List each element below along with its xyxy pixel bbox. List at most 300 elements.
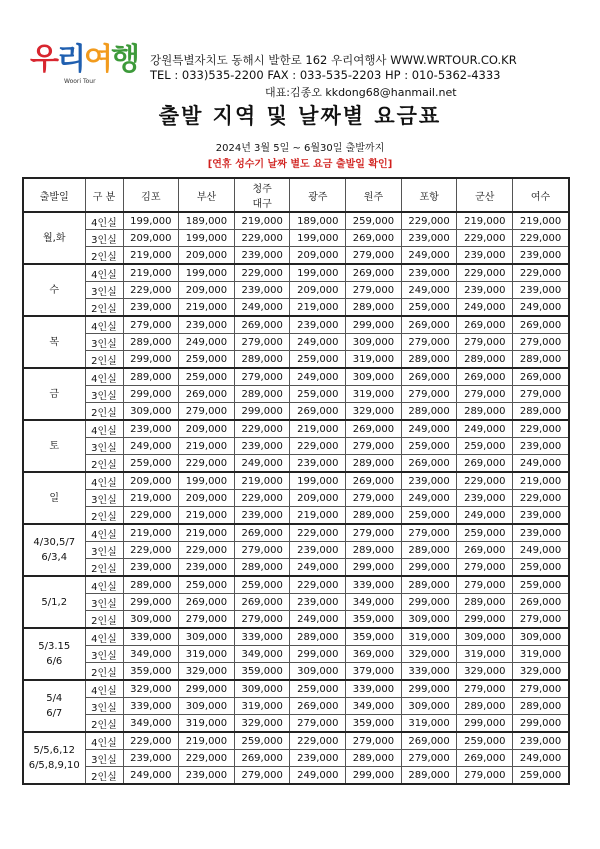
price-cell: 239,000 xyxy=(457,490,513,507)
price-cell: 219,000 xyxy=(179,524,235,542)
room-type-cell: 4인실 xyxy=(85,732,123,750)
price-cell: 289,000 xyxy=(457,403,513,421)
price-cell: 289,000 xyxy=(346,542,402,559)
departure-date-cell: 5/1,2 xyxy=(23,576,85,628)
room-type-cell: 3인실 xyxy=(85,646,123,663)
price-cell: 239,000 xyxy=(513,247,569,265)
price-cell: 339,000 xyxy=(346,576,402,594)
price-cell: 259,000 xyxy=(346,212,402,230)
price-cell: 259,000 xyxy=(290,680,346,698)
price-cell: 219,000 xyxy=(179,507,235,525)
price-cell: 219,000 xyxy=(179,438,235,455)
price-cell: 249,000 xyxy=(513,542,569,559)
price-cell: 319,000 xyxy=(457,646,513,663)
price-cell: 229,000 xyxy=(513,264,569,282)
price-cell: 219,000 xyxy=(513,212,569,230)
table-row xyxy=(23,576,569,594)
price-cell: 339,000 xyxy=(123,628,179,646)
peak-season-notice: [연휴 성수기 날짜 별도 요금 출발일 확인] xyxy=(207,159,393,170)
logo-char-4: 행 xyxy=(110,42,138,77)
company-logo xyxy=(30,40,140,90)
price-cell: 289,000 xyxy=(123,368,179,386)
price-cell: 279,000 xyxy=(401,524,457,542)
departure-date-cell: 목 xyxy=(23,316,85,368)
departure-date-cell: 일 xyxy=(23,472,85,524)
price-cell: 319,000 xyxy=(179,646,235,663)
price-cell: 249,000 xyxy=(401,490,457,507)
room-type-cell: 2인실 xyxy=(85,559,123,577)
price-cell: 239,000 xyxy=(123,299,179,317)
price-cell: 239,000 xyxy=(513,524,569,542)
room-type-cell: 3인실 xyxy=(85,490,123,507)
price-cell: 219,000 xyxy=(123,490,179,507)
table-row xyxy=(23,559,569,577)
company-representative: 대표:김종오 kkdong68@hanmail.net xyxy=(265,86,457,99)
price-cell: 289,000 xyxy=(457,351,513,369)
price-cell: 239,000 xyxy=(513,732,569,750)
price-cell: 249,000 xyxy=(290,368,346,386)
price-cell: 199,000 xyxy=(179,230,235,247)
price-cell: 299,000 xyxy=(123,351,179,369)
price-cell: 309,000 xyxy=(457,628,513,646)
price-cell: 279,000 xyxy=(346,247,402,265)
column-header: 여수 xyxy=(513,178,569,212)
price-cell: 239,000 xyxy=(401,472,457,490)
price-cell: 309,000 xyxy=(513,628,569,646)
price-cell: 309,000 xyxy=(179,698,235,715)
table-row xyxy=(23,680,569,698)
price-cell: 229,000 xyxy=(234,420,290,438)
price-cell: 299,000 xyxy=(123,594,179,611)
price-cell: 259,000 xyxy=(401,299,457,317)
price-cell: 249,000 xyxy=(457,420,513,438)
price-cell: 259,000 xyxy=(513,767,569,785)
price-cell: 339,000 xyxy=(346,680,402,698)
table-row xyxy=(23,732,569,750)
price-cell: 269,000 xyxy=(179,386,235,403)
price-cell: 239,000 xyxy=(179,316,235,334)
price-cell: 259,000 xyxy=(401,438,457,455)
price-cell: 269,000 xyxy=(457,316,513,334)
room-type-cell: 2인실 xyxy=(85,403,123,421)
price-cell: 279,000 xyxy=(179,611,235,629)
price-cell: 219,000 xyxy=(290,507,346,525)
price-cell: 299,000 xyxy=(401,559,457,577)
room-type-cell: 4인실 xyxy=(85,628,123,646)
price-cell: 229,000 xyxy=(513,490,569,507)
price-cell: 269,000 xyxy=(513,368,569,386)
price-cell: 299,000 xyxy=(401,680,457,698)
room-type-cell: 3인실 xyxy=(85,698,123,715)
price-cell: 269,000 xyxy=(401,316,457,334)
price-cell: 219,000 xyxy=(513,472,569,490)
price-cell: 279,000 xyxy=(513,386,569,403)
table-row xyxy=(23,230,569,247)
price-cell: 199,000 xyxy=(123,212,179,230)
price-cell: 279,000 xyxy=(401,334,457,351)
price-cell: 259,000 xyxy=(513,559,569,577)
price-cell: 249,000 xyxy=(123,767,179,785)
price-cell: 289,000 xyxy=(346,750,402,767)
fare-table xyxy=(22,177,570,785)
room-type-cell: 3인실 xyxy=(85,750,123,767)
price-cell: 209,000 xyxy=(179,247,235,265)
table-row xyxy=(23,438,569,455)
price-cell: 299,000 xyxy=(401,594,457,611)
price-cell: 219,000 xyxy=(234,212,290,230)
table-row xyxy=(23,264,569,282)
price-cell: 279,000 xyxy=(457,334,513,351)
table-row xyxy=(23,698,569,715)
price-cell: 229,000 xyxy=(179,750,235,767)
price-cell: 299,000 xyxy=(346,316,402,334)
price-cell: 229,000 xyxy=(123,542,179,559)
price-cell: 289,000 xyxy=(457,594,513,611)
price-cell: 259,000 xyxy=(513,576,569,594)
price-cell: 269,000 xyxy=(179,594,235,611)
price-cell: 229,000 xyxy=(290,438,346,455)
price-cell: 269,000 xyxy=(513,594,569,611)
room-type-cell: 2인실 xyxy=(85,715,123,733)
price-cell: 249,000 xyxy=(401,247,457,265)
table-row xyxy=(23,403,569,421)
price-cell: 269,000 xyxy=(513,316,569,334)
price-cell: 279,000 xyxy=(290,715,346,733)
column-header: 포항 xyxy=(401,178,457,212)
price-cell: 329,000 xyxy=(401,646,457,663)
price-cell: 289,000 xyxy=(234,351,290,369)
table-row xyxy=(23,282,569,299)
table-row xyxy=(23,628,569,646)
price-cell: 319,000 xyxy=(346,386,402,403)
table-row xyxy=(23,767,569,785)
room-type-cell: 4인실 xyxy=(85,524,123,542)
price-cell: 319,000 xyxy=(401,715,457,733)
price-cell: 279,000 xyxy=(457,680,513,698)
table-row xyxy=(23,646,569,663)
room-type-cell: 4인실 xyxy=(85,212,123,230)
price-cell: 219,000 xyxy=(234,472,290,490)
logo-char-2: 리 xyxy=(56,42,84,77)
departure-date-cell: 5/4 6/7 xyxy=(23,680,85,732)
column-header: 김포 xyxy=(123,178,179,212)
price-cell: 359,000 xyxy=(123,663,179,681)
price-cell: 249,000 xyxy=(290,767,346,785)
price-cell: 239,000 xyxy=(457,247,513,265)
price-cell: 249,000 xyxy=(179,334,235,351)
price-cell: 279,000 xyxy=(234,767,290,785)
departure-date-cell: 5/3.15 6/6 xyxy=(23,628,85,680)
price-cell: 279,000 xyxy=(513,334,569,351)
price-cell: 239,000 xyxy=(123,750,179,767)
price-cell: 239,000 xyxy=(513,282,569,299)
price-cell: 259,000 xyxy=(179,368,235,386)
room-type-cell: 4인실 xyxy=(85,316,123,334)
price-cell: 209,000 xyxy=(123,472,179,490)
room-type-cell: 3인실 xyxy=(85,334,123,351)
price-cell: 309,000 xyxy=(123,403,179,421)
valid-period: 2024년 3월 5일 ~ 6월30일 출발까지 xyxy=(215,143,385,154)
price-cell: 259,000 xyxy=(179,576,235,594)
room-type-cell: 3인실 xyxy=(85,594,123,611)
table-row xyxy=(23,472,569,490)
price-cell: 269,000 xyxy=(346,230,402,247)
price-cell: 229,000 xyxy=(290,524,346,542)
price-cell: 229,000 xyxy=(179,542,235,559)
price-cell: 329,000 xyxy=(123,680,179,698)
price-cell: 289,000 xyxy=(401,542,457,559)
room-type-cell: 3인실 xyxy=(85,282,123,299)
price-cell: 309,000 xyxy=(234,680,290,698)
company-contact: TEL : 033)535-2200 FAX : 033-535-2203 HP : 010-5362-4333 xyxy=(150,68,501,82)
departure-date-cell: 5/5,6,12 6/5,8,9,10 xyxy=(23,732,85,784)
price-cell: 279,000 xyxy=(457,559,513,577)
price-cell: 219,000 xyxy=(123,247,179,265)
price-cell: 349,000 xyxy=(123,646,179,663)
price-cell: 289,000 xyxy=(401,576,457,594)
price-cell: 219,000 xyxy=(290,299,346,317)
room-type-cell: 4인실 xyxy=(85,264,123,282)
table-row xyxy=(23,663,569,681)
price-cell: 249,000 xyxy=(290,611,346,629)
table-row xyxy=(23,611,569,629)
logo-subtitle: Woori Tour xyxy=(64,78,96,85)
price-cell: 269,000 xyxy=(290,698,346,715)
price-cell: 269,000 xyxy=(290,403,346,421)
price-cell: 279,000 xyxy=(123,316,179,334)
room-type-cell: 3인실 xyxy=(85,438,123,455)
price-cell: 249,000 xyxy=(513,750,569,767)
price-cell: 309,000 xyxy=(401,611,457,629)
price-cell: 289,000 xyxy=(457,698,513,715)
table-row xyxy=(23,386,569,403)
price-cell: 259,000 xyxy=(290,386,346,403)
price-cell: 259,000 xyxy=(234,732,290,750)
price-cell: 339,000 xyxy=(234,628,290,646)
price-cell: 349,000 xyxy=(234,646,290,663)
price-cell: 249,000 xyxy=(401,420,457,438)
price-cell: 289,000 xyxy=(123,334,179,351)
table-row xyxy=(23,715,569,733)
price-cell: 309,000 xyxy=(346,368,402,386)
price-cell: 209,000 xyxy=(290,490,346,507)
price-cell: 229,000 xyxy=(234,490,290,507)
price-cell: 239,000 xyxy=(401,264,457,282)
price-cell: 239,000 xyxy=(513,507,569,525)
price-cell: 269,000 xyxy=(457,542,513,559)
price-cell: 299,000 xyxy=(290,646,346,663)
price-cell: 279,000 xyxy=(401,386,457,403)
price-cell: 309,000 xyxy=(346,334,402,351)
table-row xyxy=(23,542,569,559)
price-cell: 239,000 xyxy=(401,230,457,247)
price-cell: 309,000 xyxy=(401,698,457,715)
company-address: 강원특별자치도 동해시 발한로 162 우리여행사 WWW.WRTOUR.CO.KR xyxy=(150,53,517,67)
table-row xyxy=(23,299,569,317)
price-cell: 279,000 xyxy=(457,576,513,594)
price-cell: 239,000 xyxy=(290,750,346,767)
price-cell: 239,000 xyxy=(513,438,569,455)
table-row xyxy=(23,316,569,334)
logo-char-1: 우 xyxy=(30,42,57,77)
price-cell: 309,000 xyxy=(179,628,235,646)
price-cell: 229,000 xyxy=(290,732,346,750)
price-cell: 329,000 xyxy=(346,403,402,421)
table-row xyxy=(23,524,569,542)
column-header: 청주 대구 xyxy=(234,178,290,212)
price-cell: 269,000 xyxy=(457,455,513,473)
price-cell: 259,000 xyxy=(290,351,346,369)
price-cell: 259,000 xyxy=(401,507,457,525)
price-cell: 299,000 xyxy=(346,767,402,785)
table-row xyxy=(23,455,569,473)
price-cell: 219,000 xyxy=(123,524,179,542)
price-cell: 259,000 xyxy=(457,732,513,750)
price-cell: 249,000 xyxy=(290,559,346,577)
price-cell: 279,000 xyxy=(234,542,290,559)
room-type-cell: 4인실 xyxy=(85,368,123,386)
price-cell: 229,000 xyxy=(234,264,290,282)
room-type-cell: 4인실 xyxy=(85,576,123,594)
price-cell: 289,000 xyxy=(346,507,402,525)
price-cell: 219,000 xyxy=(179,299,235,317)
price-cell: 229,000 xyxy=(513,230,569,247)
price-cell: 339,000 xyxy=(123,698,179,715)
price-cell: 309,000 xyxy=(123,611,179,629)
price-cell: 229,000 xyxy=(179,455,235,473)
price-cell: 239,000 xyxy=(234,247,290,265)
price-cell: 249,000 xyxy=(290,334,346,351)
room-type-cell: 4인실 xyxy=(85,472,123,490)
price-cell: 249,000 xyxy=(123,438,179,455)
price-cell: 319,000 xyxy=(401,628,457,646)
price-cell: 209,000 xyxy=(179,490,235,507)
table-row xyxy=(23,594,569,611)
price-cell: 269,000 xyxy=(234,594,290,611)
price-cell: 229,000 xyxy=(457,264,513,282)
price-cell: 249,000 xyxy=(457,507,513,525)
price-cell: 239,000 xyxy=(179,559,235,577)
price-cell: 249,000 xyxy=(457,299,513,317)
room-type-cell: 4인실 xyxy=(85,680,123,698)
price-cell: 279,000 xyxy=(346,732,402,750)
table-row xyxy=(23,490,569,507)
price-cell: 319,000 xyxy=(234,698,290,715)
price-cell: 279,000 xyxy=(346,524,402,542)
table-header-row xyxy=(23,178,569,212)
price-cell: 279,000 xyxy=(457,386,513,403)
price-cell: 329,000 xyxy=(179,663,235,681)
price-cell: 249,000 xyxy=(401,282,457,299)
price-cell: 269,000 xyxy=(234,316,290,334)
price-cell: 299,000 xyxy=(234,403,290,421)
price-cell: 249,000 xyxy=(234,299,290,317)
price-cell: 319,000 xyxy=(179,715,235,733)
price-cell: 229,000 xyxy=(457,230,513,247)
price-cell: 259,000 xyxy=(457,438,513,455)
price-cell: 199,000 xyxy=(290,230,346,247)
price-cell: 319,000 xyxy=(346,351,402,369)
departure-date-cell: 월,화 xyxy=(23,212,85,264)
price-cell: 279,000 xyxy=(346,438,402,455)
price-cell: 279,000 xyxy=(179,403,235,421)
price-cell: 269,000 xyxy=(401,455,457,473)
price-cell: 219,000 xyxy=(457,212,513,230)
price-cell: 289,000 xyxy=(513,698,569,715)
table-row xyxy=(23,212,569,230)
price-cell: 299,000 xyxy=(513,715,569,733)
room-type-cell: 3인실 xyxy=(85,230,123,247)
price-cell: 259,000 xyxy=(179,351,235,369)
price-cell: 289,000 xyxy=(234,559,290,577)
price-cell: 369,000 xyxy=(346,646,402,663)
price-cell: 289,000 xyxy=(234,386,290,403)
price-cell: 259,000 xyxy=(457,524,513,542)
column-header: 광주 xyxy=(290,178,346,212)
logo-char-3: 여 xyxy=(83,42,111,77)
price-cell: 289,000 xyxy=(513,403,569,421)
room-type-cell: 2인실 xyxy=(85,351,123,369)
price-cell: 219,000 xyxy=(290,420,346,438)
price-cell: 239,000 xyxy=(290,594,346,611)
price-cell: 279,000 xyxy=(401,750,457,767)
departure-date-cell: 수 xyxy=(23,264,85,316)
room-type-cell: 3인실 xyxy=(85,386,123,403)
price-cell: 229,000 xyxy=(457,472,513,490)
price-cell: 229,000 xyxy=(234,230,290,247)
price-cell: 269,000 xyxy=(346,472,402,490)
price-cell: 199,000 xyxy=(290,264,346,282)
price-cell: 289,000 xyxy=(290,628,346,646)
room-type-cell: 3인실 xyxy=(85,542,123,559)
price-cell: 299,000 xyxy=(123,386,179,403)
price-cell: 239,000 xyxy=(123,420,179,438)
price-cell: 279,000 xyxy=(234,334,290,351)
column-header: 구 분 xyxy=(85,178,123,212)
price-cell: 209,000 xyxy=(179,282,235,299)
room-type-cell: 2인실 xyxy=(85,767,123,785)
table-row xyxy=(23,334,569,351)
price-cell: 299,000 xyxy=(457,611,513,629)
table-row xyxy=(23,247,569,265)
price-cell: 219,000 xyxy=(123,264,179,282)
price-cell: 189,000 xyxy=(290,212,346,230)
price-cell: 289,000 xyxy=(401,351,457,369)
table-row xyxy=(23,420,569,438)
price-cell: 309,000 xyxy=(290,663,346,681)
price-cell: 279,000 xyxy=(234,368,290,386)
price-cell: 269,000 xyxy=(401,368,457,386)
price-cell: 249,000 xyxy=(513,455,569,473)
price-cell: 269,000 xyxy=(457,750,513,767)
price-cell: 299,000 xyxy=(179,680,235,698)
price-cell: 359,000 xyxy=(346,628,402,646)
column-header: 원주 xyxy=(346,178,402,212)
price-cell: 269,000 xyxy=(234,750,290,767)
price-cell: 299,000 xyxy=(457,715,513,733)
departure-date-cell: 금 xyxy=(23,368,85,420)
price-cell: 229,000 xyxy=(123,282,179,299)
price-cell: 269,000 xyxy=(234,524,290,542)
price-cell: 299,000 xyxy=(346,559,402,577)
price-cell: 329,000 xyxy=(234,715,290,733)
price-cell: 349,000 xyxy=(346,698,402,715)
column-header: 군산 xyxy=(457,178,513,212)
price-cell: 279,000 xyxy=(457,767,513,785)
price-cell: 289,000 xyxy=(123,576,179,594)
price-cell: 289,000 xyxy=(401,403,457,421)
page-title: 출발 지역 및 날짜별 요금표 xyxy=(158,104,442,128)
